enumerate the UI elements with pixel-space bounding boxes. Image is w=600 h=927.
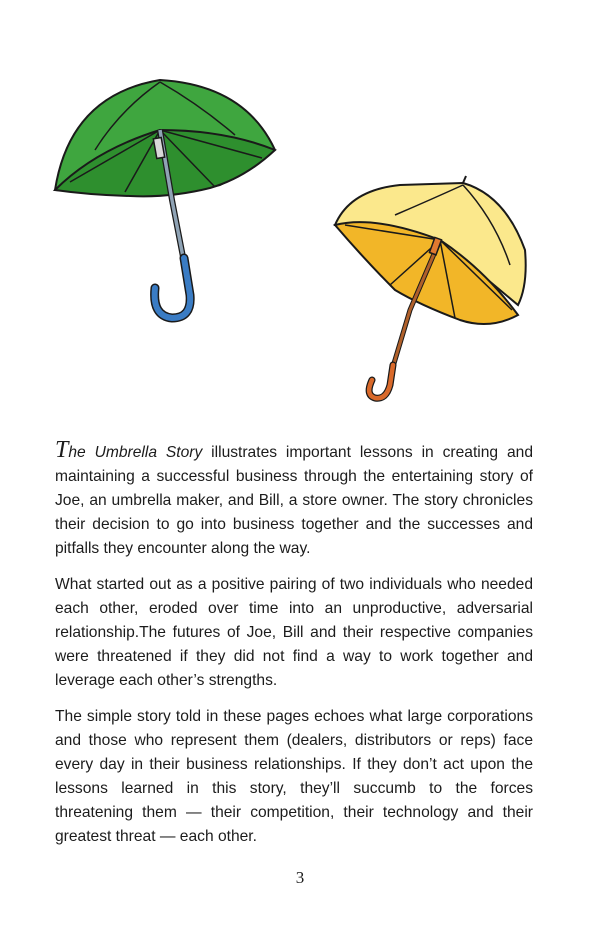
paragraph-3: The simple story told in these pages echoes what large corporations and those who represent them (dealers, distributors or reps) face every day in their business relationships. If they don’t act upon the lessons learned in this story, they’ll succumb to the forces threatening them — their competition, their technology and their greatest threat — each other. [55,708,533,845]
paragraph-2: What started out as a positive pairing of two individuals who needed each other, eroded over time into an unproductive, adversarial relationship.The futures of Joe, Bill and their respective companies were threatened if they did not find a way to work together and leverage each other’s strengths. [55,576,533,689]
intro-paragraph [55,437,533,561]
body-text [55,437,533,861]
intro-text: illustrates important lessons in creating and maintaining a successful business through the entertaining story of Joe, an umbrella maker, and Bill, a store owner. The story chronicles their decision to go into business together and the successes and pitfalls they encounter along the way. [55,444,533,557]
drop-cap: T [55,437,69,463]
page-number: 3 [295,868,305,887]
umbrella-illustration [0,0,600,420]
yellow-umbrella-icon [335,176,526,398]
book-title: he Umbrella Story [68,444,203,461]
green-umbrella-icon [55,80,275,318]
